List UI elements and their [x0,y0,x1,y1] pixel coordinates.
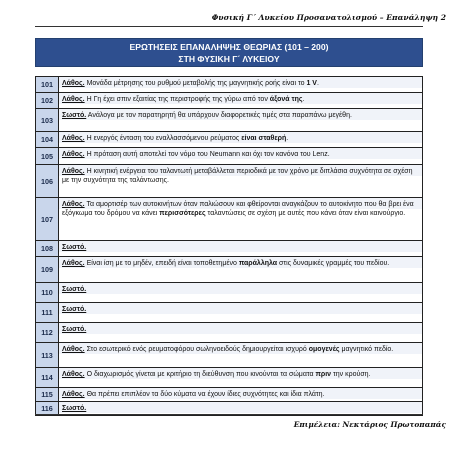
answer-verdict: Λάθος. [62,135,85,142]
footer-credit: Επιμέλεια: Νεκτάριος Πρωτοπαπάς [293,420,446,429]
table-row [36,109,423,132]
answer-verdict: Λάθος. [62,80,85,87]
answers-table [35,76,423,416]
answer-tail: μαγνητικό πεδίο. [339,346,394,353]
answer-text: Στο εσωτερικό ενός ρευματοφόρου σωληνοειδούς δημιουργείται ισχυρό [84,346,309,353]
answer-text: Η Γη έχει σπιν εξαιτίας της περιστροφής της γύρω από τον [84,96,270,103]
answer-verdict: Λάθος. [62,151,85,158]
answer-verdict: Σωστό. [62,286,87,293]
answer-verdict: Λάθος. [62,168,85,175]
question-number: 111 [36,303,59,323]
answer-cell [59,257,423,283]
answer-cell [59,323,423,343]
answer-emphasis: είναι σταθερή [241,135,287,142]
answer-emphasis: ομογενές [308,346,340,353]
answer-emphasis: περισσότερες [159,210,206,217]
section-title-line-1: ΕΡΩΤΗΣΕΙΣ ΕΠΑΝΑΛΗΨΗΣ ΘΕΩΡΙΑΣ (101 – 200) [129,42,329,52]
answer-text: Η πρόταση αυτή αποτελεί τον νόμο του Neumann και όχι τον κανόνα του Lenz. [84,151,330,158]
answer-verdict: Σωστό. [62,326,87,333]
answer-text: Είναι ίση με το μηδέν, επειδή είναι τοποθετημένο [84,260,239,267]
answer-text: Ο διαχωρισμός γίνεται με κριτήριο τη διεύθυνση που κινούνται τα σώματα [84,371,316,378]
table-row [36,165,423,198]
answer-text: Τα αμορτισέρ των αυτοκινήτων όταν παλιώσουν και φθείρονται αναγκάζουν το αυτοκίνητο που θα βρει ένα εξόγκωμα του δρόμου να κάνει [62,201,414,217]
answer-cell [59,93,423,109]
answer-cell [59,388,423,402]
question-number: 103 [36,109,59,132]
section-title-banner [35,38,423,67]
section-title-line-2: ΣΤΗ ΦΥΣΙΚΗ Γ΄ ΛΥΚΕΙΟΥ [178,54,280,64]
table-row [36,343,423,368]
answer-verdict: Λάθος. [62,260,85,267]
answer-verdict: Σωστό. [62,306,87,313]
answer-cell [59,77,423,93]
table-row [36,148,423,165]
question-number: 109 [36,257,59,283]
answer-cell [59,148,423,165]
answer-cell [59,283,423,303]
answer-verdict: Λάθος. [62,346,85,353]
answer-cell [59,368,423,388]
question-number: 114 [36,368,59,388]
table-row [36,323,423,343]
answer-cell [59,343,423,368]
question-number: 116 [36,402,59,416]
question-number: 105 [36,148,59,165]
answer-tail: . [316,80,319,87]
question-number: 101 [36,77,59,93]
question-number: 108 [36,241,59,257]
answer-tail: ταλαντώσεις σε σχέση με αυτές που κάνει όταν είναι καινούργιο. [205,210,406,217]
question-number: 106 [36,165,59,198]
answer-verdict: Λάθος. [62,371,85,378]
answer-emphasis: άξονά της [269,96,303,103]
answer-verdict: Λάθος. [62,391,85,398]
table-row [36,283,423,303]
answer-cell [59,198,423,241]
answer-text: Μονάδα μέτρησης του ρυθμού μεταβολής της μαγνητικής ροής είναι το [84,80,307,87]
table-row [36,77,423,93]
question-number: 102 [36,93,59,109]
question-number: 104 [36,132,59,148]
answer-cell [59,165,423,198]
question-number: 113 [36,343,59,368]
answer-verdict: Σωστό. [62,244,87,251]
table-row [36,132,423,148]
answer-verdict: Λάθος. [62,201,85,208]
question-number: 112 [36,323,59,343]
table-row [36,93,423,109]
answer-cell [59,303,423,323]
table-row [36,368,423,388]
table-row [36,198,423,241]
table-row [36,241,423,257]
footer-divider [35,414,423,415]
answer-cell [59,109,423,132]
running-header: Φυσική Γ΄ Λυκείου Προσανατολισμού – Επανάληψη 2 [211,13,446,22]
answer-verdict: Σωστό. [62,112,87,119]
answer-verdict: Λάθος. [62,96,85,103]
answer-emphasis: 1 V [306,80,317,87]
header-divider [35,26,423,27]
answer-emphasis: παράλληλα [238,260,278,267]
answer-text: Η κινητική ενέργεια του ταλαντωτή μεταβάλλεται περιοδικά με τον χρόνο με διπλάσια συχνότητα σε σχέση με την συχνότητα της ταλάντωσης. [62,168,413,184]
answer-tail: στις δυναμικές γραμμές του πεδίου. [277,260,390,267]
table-row [36,388,423,402]
question-number: 115 [36,388,59,402]
table-row [36,257,423,283]
answer-verdict: Σωστό. [62,405,87,412]
answer-cell [59,241,423,257]
answer-emphasis: πριν [315,371,332,378]
question-number: 110 [36,283,59,303]
answer-tail: την κρούση. [331,371,371,378]
question-number: 107 [36,198,59,241]
answer-tail: . [286,135,289,142]
answer-tail: . [302,96,305,103]
answer-text: Θα πρέπει επιπλέον τα δύο κύματα να έχουν ίδιες συχνότητες και ίδια πλάτη. [84,391,325,398]
answer-text: Η ενεργός ένταση του εναλλασσόμενου ρεύματος [84,135,242,142]
answer-cell [59,132,423,148]
answer-text: Ανάλογα με τον παρατηρητή θα υπάρχουν διαφορετικές τιμές στα παραπάνω μεγέθη. [86,112,352,119]
table-row [36,303,423,323]
